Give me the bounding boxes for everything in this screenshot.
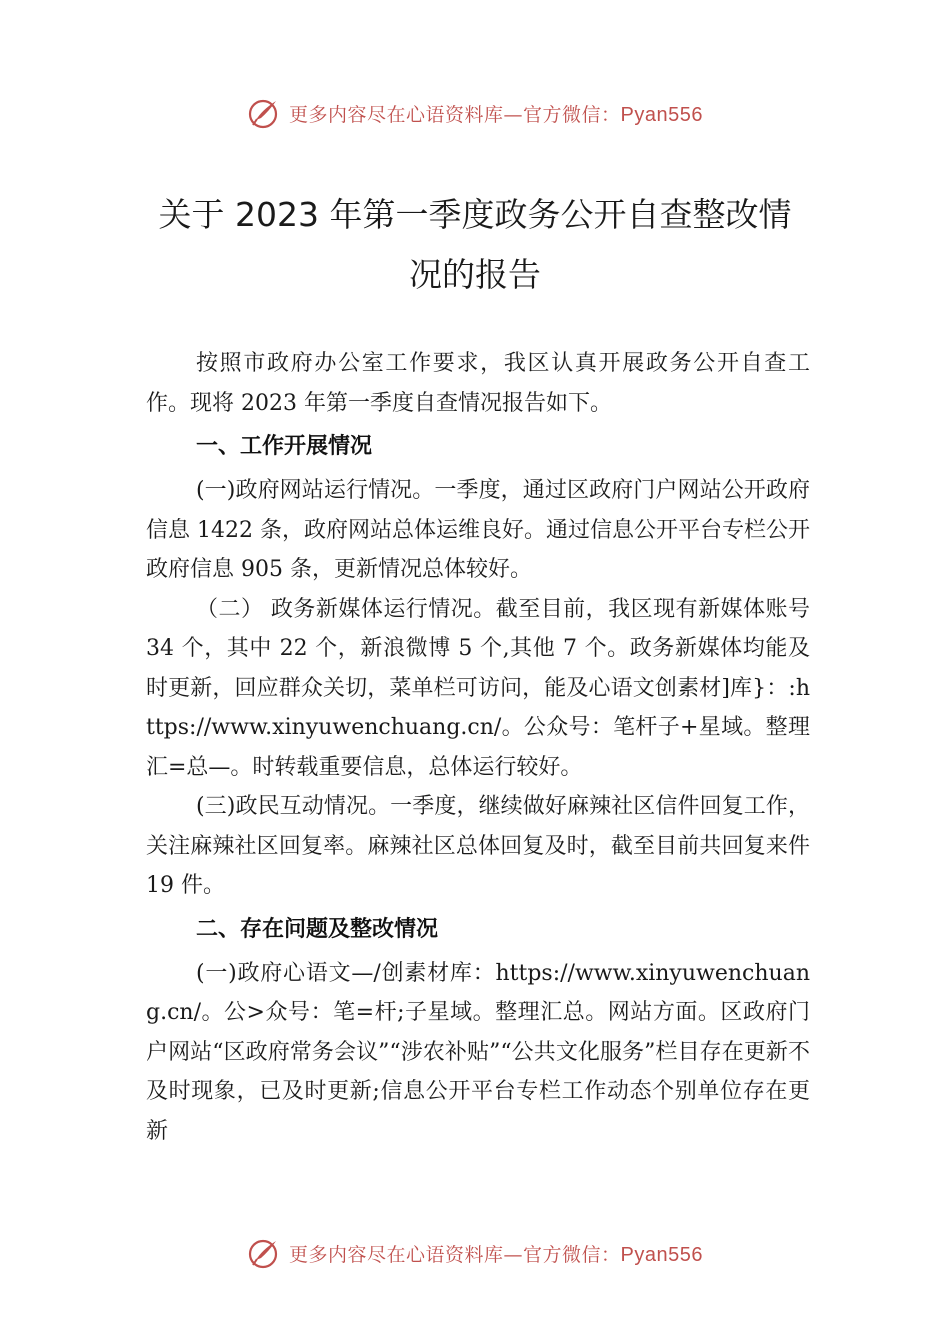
section1-paragraph-2: （二） 政务新媒体运行情况。截至目前，我区现有新媒体账号 34 个，其中 22 个，新浪微博 5 个,其他 7 个。政务新媒体均能及时更新，回应群众关切，菜单栏可访问，能及心语文创素材]库}：:https://www.xinyuwenchuang.cn/。公众号：笔杆子+星域。整理汇=总—。时转载重要信息，总体运行较好。	[146, 596, 810, 780]
title-line-1: 关于 2023 年第一季度政务公开自查整改情	[158, 195, 792, 234]
section1-paragraph-3: (三)政民互动情况。一季度，继续做好麻辣社区信件回复工作，关注麻辣社区回复率。麻辣社区总体回复及时，截至目前共回复来件 19 件。	[146, 794, 810, 898]
section2-paragraph-1: (一)政府心语文—/创素材库：https://www.xinyuwenchuang.cn/。公>众号：笔=杆;子星域。整理汇总。网站方面。区政府门户网站“区政府常务会议”“涉农补贴”“公共文化服务”栏目存在更新不及时现象，已及时更新;信息公开平台专栏工作动态个别单位存在更新	[146, 960, 810, 1144]
banner-text: 更多内容尽在心语资料库—官方微信：Pyan556	[289, 103, 703, 126]
banner-text: 更多内容尽在心语资料库—官方微信：Pyan556	[289, 1243, 703, 1266]
section-heading-1: 一、工作开展情况	[196, 434, 373, 459]
section-heading-2: 二、存在问题及整改情况	[196, 916, 439, 942]
section1-paragraph-1: (一)政府网站运行情况。一季度，通过区政府门户网站公开政府信息 1422 条，政府网站总体运维良好。通过信息公开平台专栏公开政府信息 905 条，更新情况总体较好。	[146, 478, 810, 582]
document-body	[146, 344, 810, 1151]
footer-watermark-banner	[0, 1233, 950, 1273]
intro-paragraph: 按照市政府办公室工作要求，我区认真开展政务公开自查工作。现将 2023 年第一季度自查情况报告如下。	[146, 351, 810, 416]
header-watermark-banner	[0, 93, 950, 133]
title-line-2: 况的报告	[409, 255, 541, 294]
quill-logo-icon	[247, 1236, 281, 1270]
quill-logo-icon	[247, 96, 281, 130]
document-title	[130, 185, 820, 305]
